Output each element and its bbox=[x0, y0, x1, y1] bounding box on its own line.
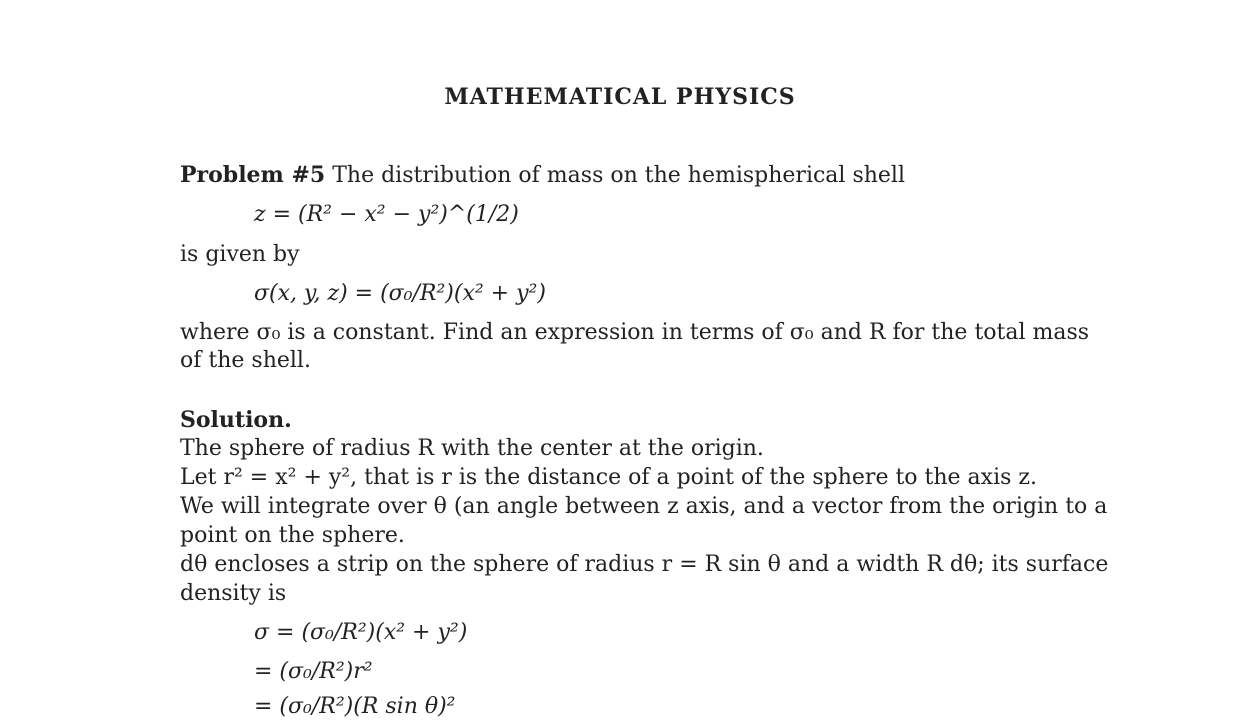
solution-label: Solution. bbox=[180, 407, 292, 433]
problem-where-line-2: of the shell. bbox=[180, 348, 311, 373]
problem-label: Problem #5 bbox=[180, 162, 326, 188]
solution-line-2: Let r² = x² + y², that is r is the distance of a point of the sphere to the axis z. bbox=[180, 465, 1037, 490]
equation-sigma-step-1: σ = (σ₀/R²)(x² + y²) bbox=[254, 620, 468, 645]
equation-sigma-step-3: = (σ₀/R²)(R sin θ)² bbox=[254, 694, 456, 719]
problem-where-line-1: where σ₀ is a constant. Find an expression in terms of σ₀ and R for the total mass bbox=[180, 320, 1090, 345]
solution-line-4: point on the sphere. bbox=[180, 523, 405, 548]
solution-line-5: dθ encloses a strip on the sphere of radius r = R sin θ and a width R dθ; its surface bbox=[180, 552, 1109, 577]
page-title: MATHEMATICAL PHYSICS bbox=[444, 84, 796, 110]
problem-given-line: is given by bbox=[180, 242, 300, 267]
problem-intro-text: The distribution of mass on the hemispherical shell bbox=[325, 163, 906, 188]
equation-density: σ(x, y, z) = (σ₀/R²)(x² + y²) bbox=[254, 281, 546, 306]
solution-line-6: density is bbox=[180, 581, 287, 606]
equation-hemisphere: z = (R² − x² − y²)^(1/2) bbox=[254, 202, 519, 227]
problem-intro-line bbox=[180, 161, 905, 190]
equation-sigma-step-2: = (σ₀/R²)r² bbox=[254, 659, 373, 684]
solution-line-1: The sphere of radius R with the center at the origin. bbox=[180, 436, 764, 461]
solution-line-3: We will integrate over θ (an angle between z axis, and a vector from the origin to a bbox=[180, 494, 1108, 519]
